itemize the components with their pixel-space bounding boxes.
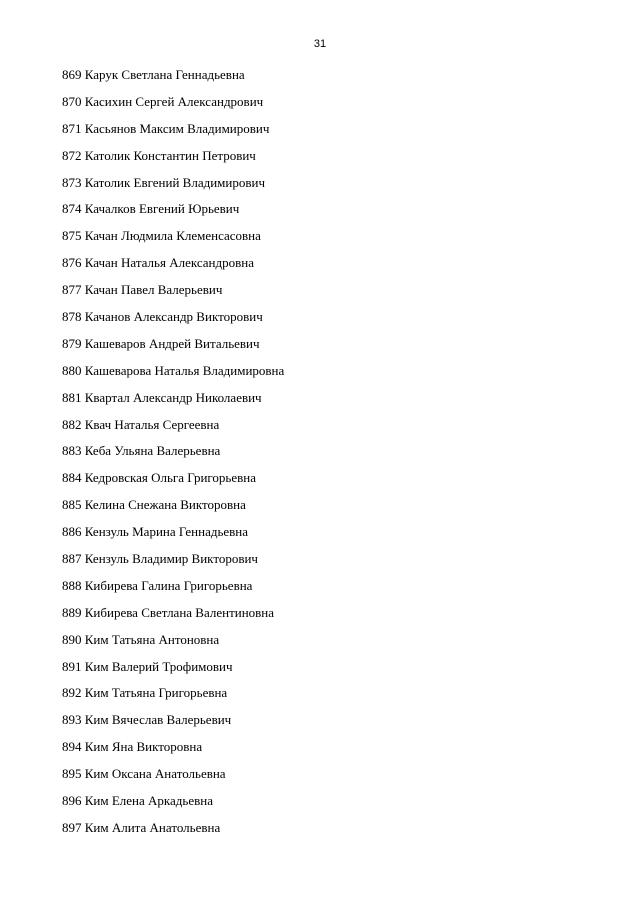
list-item: 894 Ким Яна Викторовна: [62, 739, 203, 755]
list-item: 881 Квартал Александр Николаевич: [62, 389, 262, 405]
list-item: 891 Ким Валерий Трофимович: [62, 658, 233, 674]
list-item: 897 Ким Алита Анатольевна: [62, 819, 221, 835]
list-item: 889 Кибирева Светлана Валентиновна: [62, 604, 275, 620]
list-item: 879 Кашеваров Андрей Витальевич: [62, 335, 260, 351]
list-item: 888 Кибирева Галина Григорьевна: [62, 577, 253, 593]
list-item: 884 Кедровская Ольга Григорьевна: [62, 470, 256, 486]
list-item: 880 Кашеварова Наталья Владимировна: [62, 362, 285, 378]
list-item: 896 Ким Елена Аркадьевна: [62, 793, 213, 809]
list-item: 887 Кензуль Владимир Викторович: [62, 551, 258, 567]
list-item: 886 Кензуль Марина Геннадьевна: [62, 524, 249, 540]
list-item: 874 Качалков Евгений Юрьевич: [62, 201, 240, 217]
list-item: 890 Ким Татьяна Антоновна: [62, 631, 220, 647]
list-item: 895 Ким Оксана Анатольевна: [62, 766, 226, 782]
list-item: 883 Кеба Ульяна Валерьевна: [62, 443, 221, 459]
list-item: 876 Качан Наталья Александровна: [62, 255, 254, 271]
page-number: 31: [313, 38, 327, 50]
list-item: 871 Касьянов Максим Владимирович: [62, 120, 270, 136]
list-item: 882 Квач Наталья Сергеевна: [62, 416, 220, 432]
list-item: 893 Ким Вячеслав Валерьевич: [62, 712, 232, 728]
list-item: 869 Карук Светлана Геннадьевна: [62, 67, 245, 82]
name-list: [62, 67, 284, 847]
list-item: 878 Качанов Александр Викторович: [62, 309, 263, 325]
list-item: 870 Касихин Сергей Александрович: [62, 93, 264, 109]
list-item: 885 Келина Снежана Викторовна: [62, 497, 246, 513]
list-item: 872 Католик Константин Петрович: [62, 147, 256, 163]
list-item: 877 Качан Павел Валерьевич: [62, 282, 223, 298]
list-item: 875 Качан Людмила Клеменсасовна: [62, 228, 261, 244]
list-item: 873 Католик Евгений Владимирович: [62, 174, 265, 190]
list-item: 892 Ким Татьяна Григорьевна: [62, 685, 228, 701]
